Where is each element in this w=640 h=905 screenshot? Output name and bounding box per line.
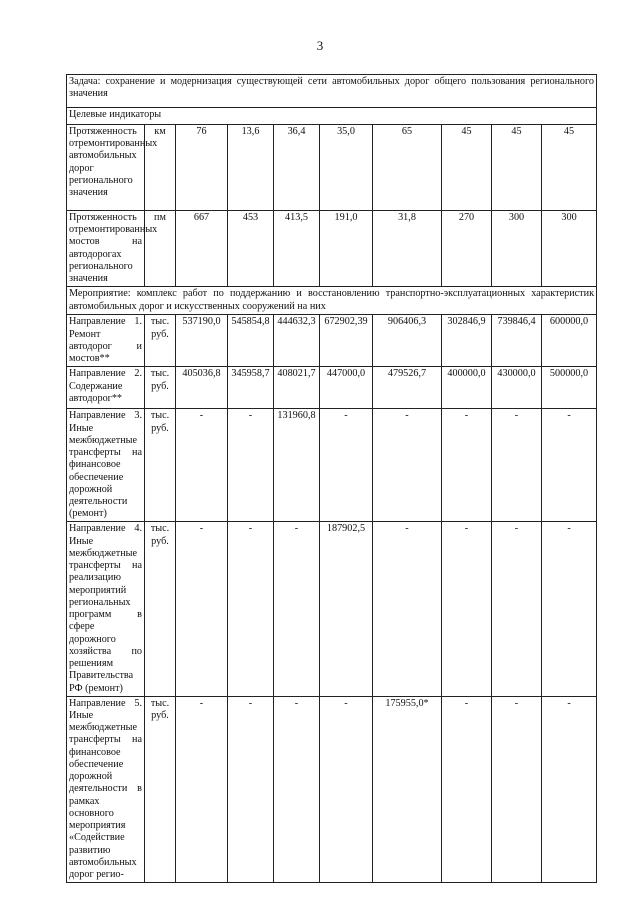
direction-value: 430000,0 bbox=[492, 367, 542, 409]
direction-value: - bbox=[542, 522, 597, 696]
direction-unit: тыс. руб. bbox=[145, 315, 176, 367]
direction-value: 672902,39 bbox=[320, 315, 373, 367]
direction-value: - bbox=[492, 696, 542, 883]
direction-row bbox=[67, 315, 597, 367]
indicator-value: 45 bbox=[542, 125, 597, 211]
direction-name: Направление 3. Иные межбюджетные трансферты на финансовое обеспечение дорожной деятельности (ремонт) bbox=[67, 409, 145, 522]
indicators-header-row bbox=[67, 108, 597, 125]
direction-row bbox=[67, 522, 597, 696]
indicator-value: 65 bbox=[373, 125, 442, 211]
direction-value: 175955,0* bbox=[373, 696, 442, 883]
direction-value: 345958,7 bbox=[228, 367, 274, 409]
direction-value: - bbox=[442, 696, 492, 883]
direction-value: - bbox=[176, 522, 228, 696]
indicator-unit: пм bbox=[145, 211, 176, 287]
direction-value: - bbox=[442, 409, 492, 522]
direction-value: - bbox=[492, 522, 542, 696]
direction-value: 537190,0 bbox=[176, 315, 228, 367]
direction-value: 906406,3 bbox=[373, 315, 442, 367]
indicator-value: 413,5 bbox=[274, 211, 320, 287]
indicator-value: 45 bbox=[492, 125, 542, 211]
indicator-value: 13,6 bbox=[228, 125, 274, 211]
direction-value: - bbox=[320, 696, 373, 883]
direction-value: - bbox=[320, 409, 373, 522]
indicator-value: 76 bbox=[176, 125, 228, 211]
direction-value: 405036,8 bbox=[176, 367, 228, 409]
direction-value: 479526,7 bbox=[373, 367, 442, 409]
direction-unit: тыс. руб. bbox=[145, 409, 176, 522]
direction-value: - bbox=[176, 696, 228, 883]
direction-value: 400000,0 bbox=[442, 367, 492, 409]
direction-value: - bbox=[373, 409, 442, 522]
indicator-name: Протяженность отремонтированных автомобильных дорог регионального значения bbox=[67, 125, 145, 211]
task-text: Задача: сохранение и модернизация существующей сети автомобильных дорог общего пользования регионального значения bbox=[67, 75, 597, 108]
direction-value: 187902,5 bbox=[320, 522, 373, 696]
direction-value: 131960,8 bbox=[274, 409, 320, 522]
direction-row bbox=[67, 409, 597, 522]
direction-value: 447000,0 bbox=[320, 367, 373, 409]
indicator-value: 453 bbox=[228, 211, 274, 287]
direction-value: 545854,8 bbox=[228, 315, 274, 367]
direction-value: 302846,9 bbox=[442, 315, 492, 367]
indicator-value: 35,0 bbox=[320, 125, 373, 211]
indicator-value: 191,0 bbox=[320, 211, 373, 287]
indicators-header: Целевые индикаторы bbox=[67, 108, 597, 125]
indicator-unit: км bbox=[145, 125, 176, 211]
direction-value: - bbox=[228, 409, 274, 522]
direction-value: - bbox=[274, 522, 320, 696]
direction-value: 444632,3 bbox=[274, 315, 320, 367]
indicator-value: 300 bbox=[492, 211, 542, 287]
measure-row bbox=[67, 287, 597, 315]
direction-value: 500000,0 bbox=[542, 367, 597, 409]
direction-value: - bbox=[492, 409, 542, 522]
page-number: 3 bbox=[316, 38, 324, 53]
indicator-value: 270 bbox=[442, 211, 492, 287]
direction-value: - bbox=[542, 409, 597, 522]
indicator-value: 31,8 bbox=[373, 211, 442, 287]
indicator-name: Протяженность отремонтированных мостов на автодорогах регионального значения bbox=[67, 211, 145, 287]
direction-name: Направление 2. Содержание автодорог** bbox=[67, 367, 145, 409]
direction-name: Направление 5. Иные межбюджетные трансферты на финансовое обеспечение дорожной деятельности в рамках основного мероприятия «Содействие развитию автомобильных дорог регио- bbox=[67, 696, 145, 883]
direction-unit: тыс. руб. bbox=[145, 367, 176, 409]
indicator-value: 667 bbox=[176, 211, 228, 287]
task-row bbox=[67, 75, 597, 108]
measure-text: Мероприятие: комплекс работ по поддержанию и восстановлению транспортно-эксплуатационных характеристик автомобильных дорог и искусственных сооружений на них bbox=[67, 287, 597, 315]
direction-unit: тыс. руб. bbox=[145, 522, 176, 696]
direction-value: - bbox=[442, 522, 492, 696]
direction-row bbox=[67, 367, 597, 409]
direction-value: 739846,4 bbox=[492, 315, 542, 367]
direction-value: - bbox=[176, 409, 228, 522]
direction-value: - bbox=[274, 696, 320, 883]
direction-value: 600000,0 bbox=[542, 315, 597, 367]
direction-name: Направление 1. Ремонт автодорог и мостов** bbox=[67, 315, 145, 367]
indicator-value: 45 bbox=[442, 125, 492, 211]
indicator-value: 36,4 bbox=[274, 125, 320, 211]
direction-name: Направление 4. Иные межбюджетные трансферты на реализацию мероприятий региональных программ в сфере дорожного хозяйства по решениям Правительства РФ (ремонт) bbox=[67, 522, 145, 696]
direction-row bbox=[67, 696, 597, 883]
direction-value: - bbox=[228, 522, 274, 696]
direction-value: - bbox=[373, 522, 442, 696]
indicator-value: 300 bbox=[542, 211, 597, 287]
program-table bbox=[66, 74, 597, 883]
direction-value: 408021,7 bbox=[274, 367, 320, 409]
direction-value: - bbox=[228, 696, 274, 883]
direction-unit: тыс. руб. bbox=[145, 696, 176, 883]
indicator-row bbox=[67, 211, 597, 287]
direction-value: - bbox=[542, 696, 597, 883]
indicator-row bbox=[67, 125, 597, 211]
